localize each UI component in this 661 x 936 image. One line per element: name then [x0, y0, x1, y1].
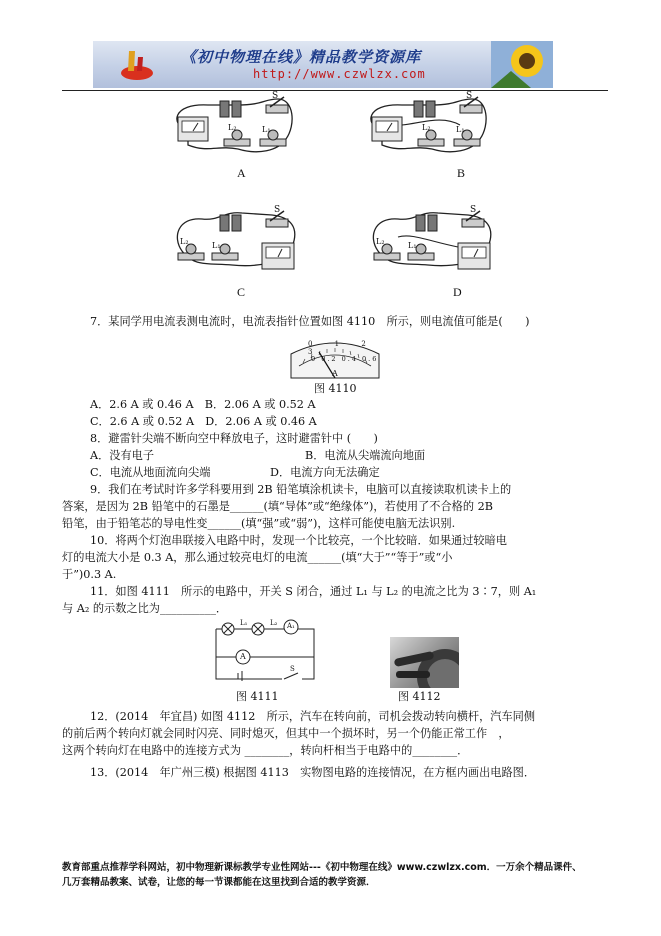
figure-4111-caption: 图 4111	[236, 690, 279, 703]
meter-scale-outer: 0 1 2 3	[308, 340, 376, 356]
site-title: 《初中物理在线》精品教学资源库	[181, 48, 422, 66]
q9-line1: 9．我们在考试时许多学科要用到 2B 铅笔填涂机读卡，电脑可以直接读取机读卡上的	[90, 483, 512, 496]
figure-c-label: C	[237, 285, 246, 299]
q12-line3: 这两个转向灯在电路中的连接方式为 ________，转向杆相当于电路中的________．	[62, 744, 469, 757]
switch-label: S	[274, 205, 281, 215]
ammeter-a2-label: A	[240, 652, 246, 661]
q10-line3: 于”)0.3 A.	[62, 568, 117, 581]
circuit-figure-d	[368, 207, 503, 279]
turn-signal-lever-photo	[390, 637, 459, 688]
header-rule	[62, 90, 608, 91]
lamp-l2-label: L₂	[376, 237, 385, 246]
q8-option-d: D．电流方向无法确定	[270, 466, 380, 479]
ammeter-dial-figure	[289, 338, 381, 382]
figure-4112-caption: 图 4112	[398, 690, 441, 703]
q7-stem: 7．某同学用电流表测电流时，电流表指针位置如图 4110 所示，则电流值可能是( )	[90, 315, 530, 328]
circuit-diagram-4111	[210, 617, 320, 687]
site-url[interactable]: http://www.czwlzx.com	[253, 67, 426, 81]
q9-line3: 铅笔，由于铅笔芯的导电性变______(填“强”或“弱”)，这样可能使电脑无法识别.	[62, 517, 456, 530]
footer-line2: 几万套精品教案、试卷，让您的每一节课都能在这里找到合适的教学资源．	[62, 877, 376, 888]
ammeter-a1-label: A₁	[287, 622, 295, 630]
q8-option-c: C．电流从地面流向尖端	[90, 466, 211, 479]
circuit-figure-c	[172, 207, 307, 279]
q8-option-b: B．电流从尖端流向地面	[305, 449, 426, 462]
q13-line1: 13．(2014 年广州三模) 根据图 4113 实物图电路的连接情况，在方框内画出电路图．	[90, 766, 536, 779]
lamp-l1-label: L₁	[212, 241, 221, 250]
header-banner	[93, 41, 553, 88]
sunflower-icon	[491, 41, 553, 88]
switch-label: S	[470, 205, 477, 215]
meter-unit: A	[332, 369, 338, 378]
lamp-l1-label: L₁	[240, 619, 248, 627]
q11-line2: 与 A₂ 的示数之比为__________．	[62, 602, 228, 615]
figure-d-label: D	[453, 285, 462, 299]
q9-line2: 答案，是因为 2B 铅笔中的石墨是______(填“导体”或“绝缘体”)，若使用了不合格的 2B	[62, 500, 493, 513]
footer-line1: 教育部重点推荐学科网站，初中物理新课标教学专业性网站---《初中物理在线》www.czwlzx.com．一万余个精品课件、	[62, 862, 582, 873]
switch-label: S	[272, 91, 279, 101]
q11-line1: 11．如图 4111 所示的电路中，开关 S 闭合，通过 L₁ 与 L₂ 的电流之比为 3∶7，则 A₁	[90, 585, 537, 598]
switch-label: S	[290, 665, 295, 673]
site-logo-icon	[119, 47, 155, 83]
lamp-l2-label: L₂	[180, 237, 189, 246]
q12-line1: 12．(2014 年宜昌) 如图 4112 所示，汽车在转向前，司机会拨动转向横杆，汽车同侧	[90, 710, 536, 723]
q10-line1: 10．将两个灯泡串联接入电路中时，发现一个比较亮，一个比较暗．如果通过较暗电	[90, 534, 507, 547]
q10-line2: 灯的电流大小是 0.3 A，那么通过较亮电灯的电流______(填“大于”“等于”或“小	[62, 551, 453, 564]
lamp-l2-label: L₂	[270, 619, 278, 627]
meter-scale-inner: 0 0.2 0.4 0.6	[311, 355, 379, 363]
lamp-l2-label: L₂	[228, 123, 237, 132]
q7-options-line2: C．2.6 A 或 0.52 A D．2.06 A 或 0.46 A	[90, 415, 317, 428]
lamp-l1-label: L₁	[262, 125, 271, 134]
switch-label: S	[466, 91, 473, 101]
lamp-l1-label: L₁	[456, 125, 465, 134]
page-footer	[62, 860, 608, 890]
lamp-l1-label: L₁	[408, 241, 417, 250]
q7-options-line1: A．2.6 A 或 0.46 A B．2.06 A 或 0.52 A	[90, 398, 316, 411]
q8-stem: 8．避雷针尖端不断向空中释放电子，这时避雷针中 ( )	[90, 432, 378, 445]
q12-line2: 的前后两个转向灯就会同时闪亮、同时熄灭，但其中一个损坏时，另一个仍能正常工作 ，	[62, 727, 510, 740]
figure-a-label: A	[237, 166, 246, 180]
figure-b-label: B	[457, 166, 466, 180]
q8-option-a: A．没有电子	[90, 449, 155, 462]
circuit-figure-b	[362, 91, 492, 167]
q7-figure-caption: 图 4110	[314, 382, 357, 395]
lamp-l2-label: L₂	[422, 123, 431, 132]
circuit-figure-a	[168, 91, 298, 167]
